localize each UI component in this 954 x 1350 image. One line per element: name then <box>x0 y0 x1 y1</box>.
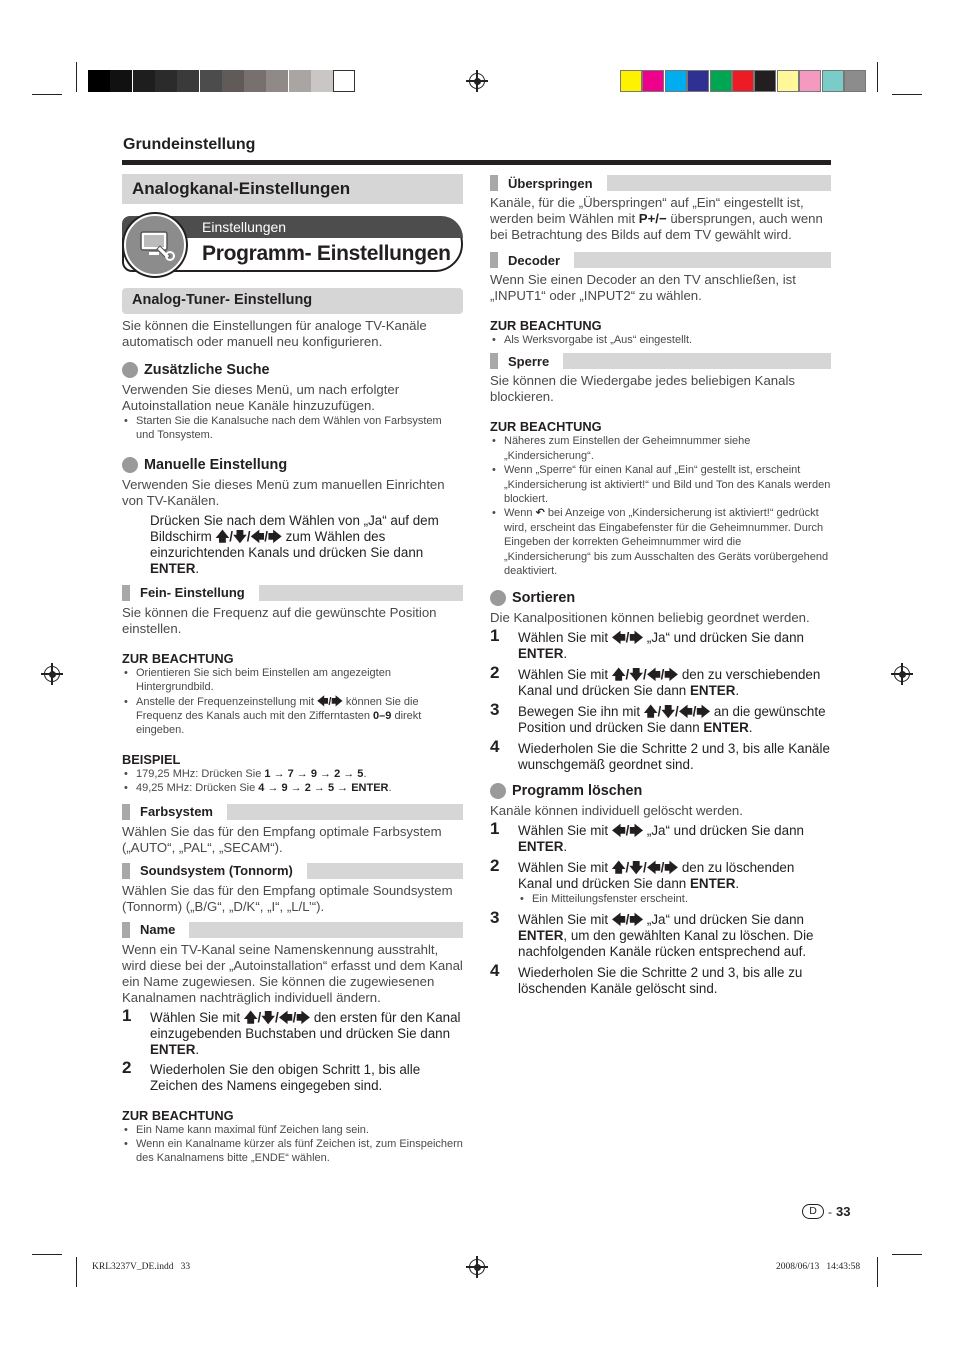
bar-marker <box>122 922 130 938</box>
color-swatch <box>799 70 821 92</box>
color-swatch <box>620 70 642 92</box>
bullet-circle-icon <box>122 362 138 378</box>
body-text: Wenn Sie einen Decoder an den TV anschließen, ist „INPUT1“ oder „INPUT2“ zu wählen. <box>490 272 796 303</box>
crop-mark <box>877 1257 878 1287</box>
section-title: Grundeinstellung <box>123 136 256 153</box>
note-text: bei Anzeige von „Kindersicherung ist aktiviert!“ gedrückt wird, erscheint das Eingabefenster für die Geheimnummer. Durch Eingeben der korrekten Geheimnummer wird die „Kindersicherung“ bis zum Ausschalten des Geräts vorübergehend deaktiviert. <box>504 507 829 578</box>
body-text: Wählen Sie das für den Empfang optimale Farbsystem („AUTO“, „PAL“, „SECAM“). <box>122 823 442 855</box>
right-column <box>490 174 831 997</box>
language-badge: D <box>802 1204 824 1219</box>
page-dash: - <box>828 1204 832 1219</box>
registration-mark-icon <box>469 1259 485 1275</box>
enter-key: ENTER <box>518 839 564 855</box>
bar-fill <box>189 922 463 938</box>
grayscale-swatch <box>244 70 266 92</box>
step-item <box>122 1005 463 1058</box>
banner-subtitle: Einstellungen <box>202 219 287 235</box>
step-number: 1 <box>122 1005 132 1025</box>
note-text: direkt eingeben. <box>136 710 422 737</box>
enter-key: ENTER <box>703 720 749 736</box>
step-item <box>490 907 831 960</box>
step-text: den ersten für den Kanal einzugebenden Buchstaben und drücken Sie dann <box>150 1009 461 1041</box>
settings-tv-icon <box>124 214 186 276</box>
color-swatch <box>665 70 687 92</box>
note-text: Anstelle der Frequenzeinstellung mit <box>136 695 317 708</box>
body-text: Wählen Sie das für den Empfang optimale Soundsystem (Tonnorm) („B/G“, „D/K“, „I“, „L/L’“). <box>122 882 453 914</box>
step-number: 3 <box>490 907 500 927</box>
note-bullet: • Ein Mitteilungsfenster erscheint. <box>518 892 831 906</box>
section-heading: Sortieren <box>512 590 576 607</box>
step-text: Bewegen Sie ihn mit <box>518 704 644 720</box>
arrow-keys-icon: 🡅/🡇/🡄/🡆 <box>215 528 282 544</box>
crop-mark <box>892 1254 922 1255</box>
bar-fill <box>227 804 463 820</box>
arrow-keys-icon: 🡄/🡆 <box>611 823 644 839</box>
note-bullet: • Näheres zum Einstellen der Geheimnummer siehe „Kindersicherung“. <box>490 434 831 463</box>
note-text: können Sie die Frequenz des Kanals auch mit den Zifferntasten <box>136 695 419 723</box>
color-swatch <box>732 70 754 92</box>
enter-key: ENTER <box>689 683 736 699</box>
body-text: Wenn ein TV-Kanal seine Namenskennung ausstrahlt, wird diese bei der „Autoinstallation“ erfasst und dem Kanal ein Name zugewiesen. Sie können die zugewiesenen Kanalnamen nachträglich individuell ändern. <box>122 941 463 1005</box>
banner-title: Programm- Einstellungen <box>202 242 451 265</box>
step-number: 2 <box>490 663 500 683</box>
page-number-area <box>802 1204 850 1219</box>
step-text: Wählen Sie mit <box>150 1009 244 1025</box>
step-item <box>122 1057 463 1094</box>
grayscale-swatch <box>177 70 199 92</box>
example-text: 179,25 MHz: Drücken Sie <box>136 767 265 780</box>
key-sequence: 1 → 7 → 9 → 2 → 5 <box>264 767 364 780</box>
section-zusaetzliche-suche <box>122 362 463 378</box>
note-bullet: • Als Werksvorgabe ist „Aus“ eingestellt. <box>490 333 831 347</box>
bullet-circle-icon <box>490 590 506 606</box>
enter-key: ENTER <box>518 646 564 662</box>
body-text-part: übersprungen, auch wenn bei Betrachtung des Bilds auf dem TV gewählt wird. <box>490 211 823 242</box>
bar-marker <box>122 863 130 879</box>
example-heading: BEISPIEL <box>122 751 181 767</box>
grayscale-swatch <box>333 70 355 92</box>
subsection-sperre <box>490 353 831 369</box>
color-swatch <box>844 70 866 92</box>
arrow-keys-icon: 🡄/🡆 <box>316 695 343 708</box>
number-keys: 0–9 <box>373 710 392 723</box>
punctuation: . <box>195 560 200 576</box>
instruction-text: zum Wählen des einzurichtenden Kanals und drücken Sie dann <box>150 528 424 560</box>
enter-key: ENTER <box>150 560 196 576</box>
subsection-fein-einstellung <box>122 585 463 601</box>
note-bullet <box>122 695 463 738</box>
intro-text: Sie können die Einstellungen für analoge TV-Kanäle automatisch oder manuell neu konfigurieren. <box>122 318 427 349</box>
body-text <box>490 195 831 243</box>
registration-mark-icon <box>44 666 60 682</box>
color-swatch <box>754 70 776 92</box>
color-swatch <box>822 70 844 92</box>
bar-marker <box>490 252 498 268</box>
banner <box>122 216 463 274</box>
example-bullet <box>122 767 463 781</box>
crop-mark <box>32 1254 62 1255</box>
crop-mark <box>892 94 922 95</box>
crop-mark <box>76 1257 77 1287</box>
key-sequence: 4 → 9 → 2 → 5 → ENTER <box>258 782 389 795</box>
bar-marker <box>490 175 498 191</box>
step-item <box>490 960 831 997</box>
color-swatch <box>777 70 799 92</box>
subsection-decoder <box>490 252 831 268</box>
sub-heading: Analog-Tuner- Einstellung <box>132 292 313 308</box>
step-item <box>490 700 831 736</box>
subsection-farbsystem <box>122 804 463 820</box>
section-programm-loeschen <box>490 783 831 799</box>
body-text-part: Kanäle, für die „Überspringen“ auf „Ein“ eingestellt ist, werden beim Wählen mit <box>490 195 804 226</box>
note-bullet <box>490 506 831 578</box>
grayscale-swatch <box>110 70 132 92</box>
header-rule <box>122 160 831 165</box>
registration-mark-icon <box>469 73 485 89</box>
section-heading: Manuelle Einstellung <box>144 456 288 473</box>
section-heading: Zusätzliche Suche <box>144 362 270 378</box>
grayscale-swatch <box>88 70 110 92</box>
crop-mark <box>877 62 878 92</box>
registration-mark-icon <box>894 666 910 682</box>
punctuation: . <box>363 767 367 780</box>
bar-marker <box>490 353 498 369</box>
step-text: , um den gewählten Kanal zu löschen. Die nachfolgenden Kanäle rücken entsprechend auf. <box>518 927 814 959</box>
punctuation: . <box>388 782 392 795</box>
grayscale-swatch <box>289 70 311 92</box>
channel-key: P+/− <box>638 211 667 226</box>
subsection-heading: Fein- Einstellung <box>140 585 259 600</box>
body-text: Verwenden Sie dieses Menü zum manuellen Einrichten von TV-Kanälen. <box>122 476 445 508</box>
arrow-keys-icon: 🡅/🡇/🡄/🡆 <box>243 1009 311 1025</box>
note-heading: ZUR BEACHTUNG <box>490 318 602 333</box>
main-heading: Analogkanal-Einstellungen <box>132 179 351 198</box>
arrow-keys-icon: 🡅/🡇/🡄/🡆 <box>643 704 711 720</box>
step-text: „Ja“ und drücken Sie dann <box>643 823 804 839</box>
bar-fill <box>607 175 831 191</box>
subsection-ueberspringen <box>490 175 831 191</box>
example-text: 49,25 MHz: Drücken Sie <box>136 782 259 795</box>
grayscale-swatch <box>133 70 155 92</box>
punctuation: . <box>563 839 568 855</box>
grayscale-swatch <box>222 70 244 92</box>
bar-fill <box>307 863 463 879</box>
grayscale-swatch <box>266 70 288 92</box>
color-swatch <box>687 70 709 92</box>
bar-fill <box>574 252 831 268</box>
note-heading: ZUR BEACHTUNG <box>122 650 234 666</box>
sub-heading-box <box>122 288 463 314</box>
step-item <box>490 856 831 892</box>
crop-mark <box>76 62 77 92</box>
note-text: Wenn <box>504 507 536 520</box>
body-text: Die Kanalpositionen können beliebig geordnet werden. <box>490 610 810 626</box>
enter-key: ENTER <box>150 1041 196 1057</box>
step-number: 4 <box>490 960 500 980</box>
grayscale-swatch <box>155 70 177 92</box>
arrow-keys-icon: 🡅/🡇/🡄/🡆 <box>611 667 679 683</box>
left-column <box>122 174 463 1166</box>
subsection-soundsystem <box>122 863 463 879</box>
step-number: 1 <box>490 819 500 839</box>
body-text: Kanäle können individuell gelöscht werden. <box>490 803 743 819</box>
step-text: Wählen Sie mit <box>518 860 612 876</box>
color-swatch <box>642 70 664 92</box>
step-text: an die gewünschte Position und drücken Sie dann <box>518 704 826 736</box>
subsection-heading: Decoder <box>508 253 574 268</box>
arrow-keys-icon: 🡄/🡆 <box>611 630 644 646</box>
arrow-keys-icon: 🡄/🡆 <box>611 911 644 927</box>
body-text: Sie können die Frequenz auf die gewünschte Position einstellen. <box>122 604 437 636</box>
step-text: Wählen Sie mit <box>518 667 612 683</box>
grayscale-swatch <box>311 70 333 92</box>
step-item <box>490 663 831 699</box>
step-item <box>490 626 831 662</box>
timestamp: 2008/06/13 14:43:58 <box>776 1262 861 1272</box>
punctuation: . <box>748 720 753 736</box>
example-bullet <box>122 781 463 795</box>
step-item <box>490 737 831 773</box>
step-text: Wählen Sie mit <box>518 630 612 646</box>
return-key-icon: ↶ <box>535 507 545 520</box>
punctuation: . <box>735 876 740 892</box>
section-manuelle-einstellung <box>122 457 463 473</box>
subsection-heading: Name <box>140 922 189 937</box>
step-text: „Ja“ und drücken Sie dann <box>643 630 804 646</box>
step-text: Wiederholen Sie die Schritte 2 und 3, bis alle Kanäle wunschgemäß geordnet sind. <box>518 741 830 773</box>
bar-marker <box>122 585 130 601</box>
punctuation: . <box>563 646 568 662</box>
note-bullet: • Starten Sie die Kanalsuche nach dem Wählen von Farbsystem und Tonsystem. <box>122 414 463 443</box>
section-sortieren <box>490 590 831 606</box>
bullet-circle-icon <box>122 457 138 473</box>
step-text: Wählen Sie mit <box>518 911 612 927</box>
page-number: 33 <box>836 1204 851 1219</box>
note-bullet: • Orientieren Sie sich beim Einstellen am angezeigten Hintergrundbild. <box>122 666 463 695</box>
crop-mark <box>32 94 62 95</box>
body-text: Sie können die Wiedergabe jedes beliebigen Kanals blockieren. <box>490 373 795 405</box>
punctuation: . <box>195 1041 200 1057</box>
step-number: 3 <box>490 700 500 720</box>
enter-key: ENTER <box>518 927 564 943</box>
subsection-name <box>122 922 463 938</box>
step-text: Wiederholen Sie die Schritte 2 und 3, bis alle zu löschenden Kanäle gelöscht sind. <box>518 964 803 996</box>
file-info: KRL3237V_DE.indd 33 <box>92 1262 191 1272</box>
step-text: Wiederholen Sie den obigen Schritt 1, bis alle Zeichen des Namens eingegeben sind. <box>150 1061 421 1093</box>
enter-key: ENTER <box>689 876 736 892</box>
instruction <box>122 513 463 577</box>
subsection-heading: Farbsystem <box>140 804 227 819</box>
instruction-text: Drücken Sie nach dem Wählen von „Ja“ auf dem Bildschirm <box>150 512 439 544</box>
step-number: 2 <box>122 1057 132 1077</box>
step-number: 2 <box>490 856 500 876</box>
step-item <box>490 819 831 855</box>
bar-fill <box>563 353 831 369</box>
arrow-keys-icon: 🡅/🡇/🡄/🡆 <box>611 860 679 876</box>
subsection-heading: Soundsystem (Tonnorm) <box>140 863 307 878</box>
step-text: den zu verschiebenden Kanal und drücken Sie dann <box>518 667 821 699</box>
bar-marker <box>122 804 130 820</box>
step-text: Wählen Sie mit <box>518 823 612 839</box>
note-bullet: • Wenn ein Kanalname kürzer als fünf Zeichen ist, zum Einspeichern des Kanalnamens bitte „ENDE“ wählen. <box>122 1137 463 1166</box>
note-heading: ZUR BEACHTUNG <box>490 419 602 435</box>
note-bullet: • Ein Name kann maximal fünf Zeichen lang sein. <box>122 1123 463 1137</box>
section-heading: Programm löschen <box>512 783 643 800</box>
step-number: 4 <box>490 737 500 757</box>
bullet-circle-icon <box>490 783 506 799</box>
main-heading-box <box>122 174 463 204</box>
color-swatch <box>710 70 732 92</box>
step-number: 1 <box>490 626 500 646</box>
body-text: Verwenden Sie dieses Menü, um nach erfolgter Autoinstallation neue Kanäle hinzuzufügen. <box>122 382 400 413</box>
note-heading: ZUR BEACHTUNG <box>122 1107 234 1123</box>
subsection-heading: Überspringen <box>508 176 607 191</box>
note-bullet: • Wenn „Sperre“ für einen Kanal auf „Ein“ gestellt ist, erscheint „Kindersicherung ist aktiviert!“ und Bild und Ton des Kanals werden blockiert. <box>490 463 831 506</box>
bar-fill <box>259 585 463 601</box>
step-text: „Ja“ und drücken Sie dann <box>643 911 804 927</box>
step-text: den zu löschenden Kanal und drücken Sie dann <box>518 860 795 892</box>
subsection-heading: Sperre <box>508 354 563 369</box>
punctuation: . <box>735 683 740 699</box>
grayscale-swatch <box>200 70 222 92</box>
